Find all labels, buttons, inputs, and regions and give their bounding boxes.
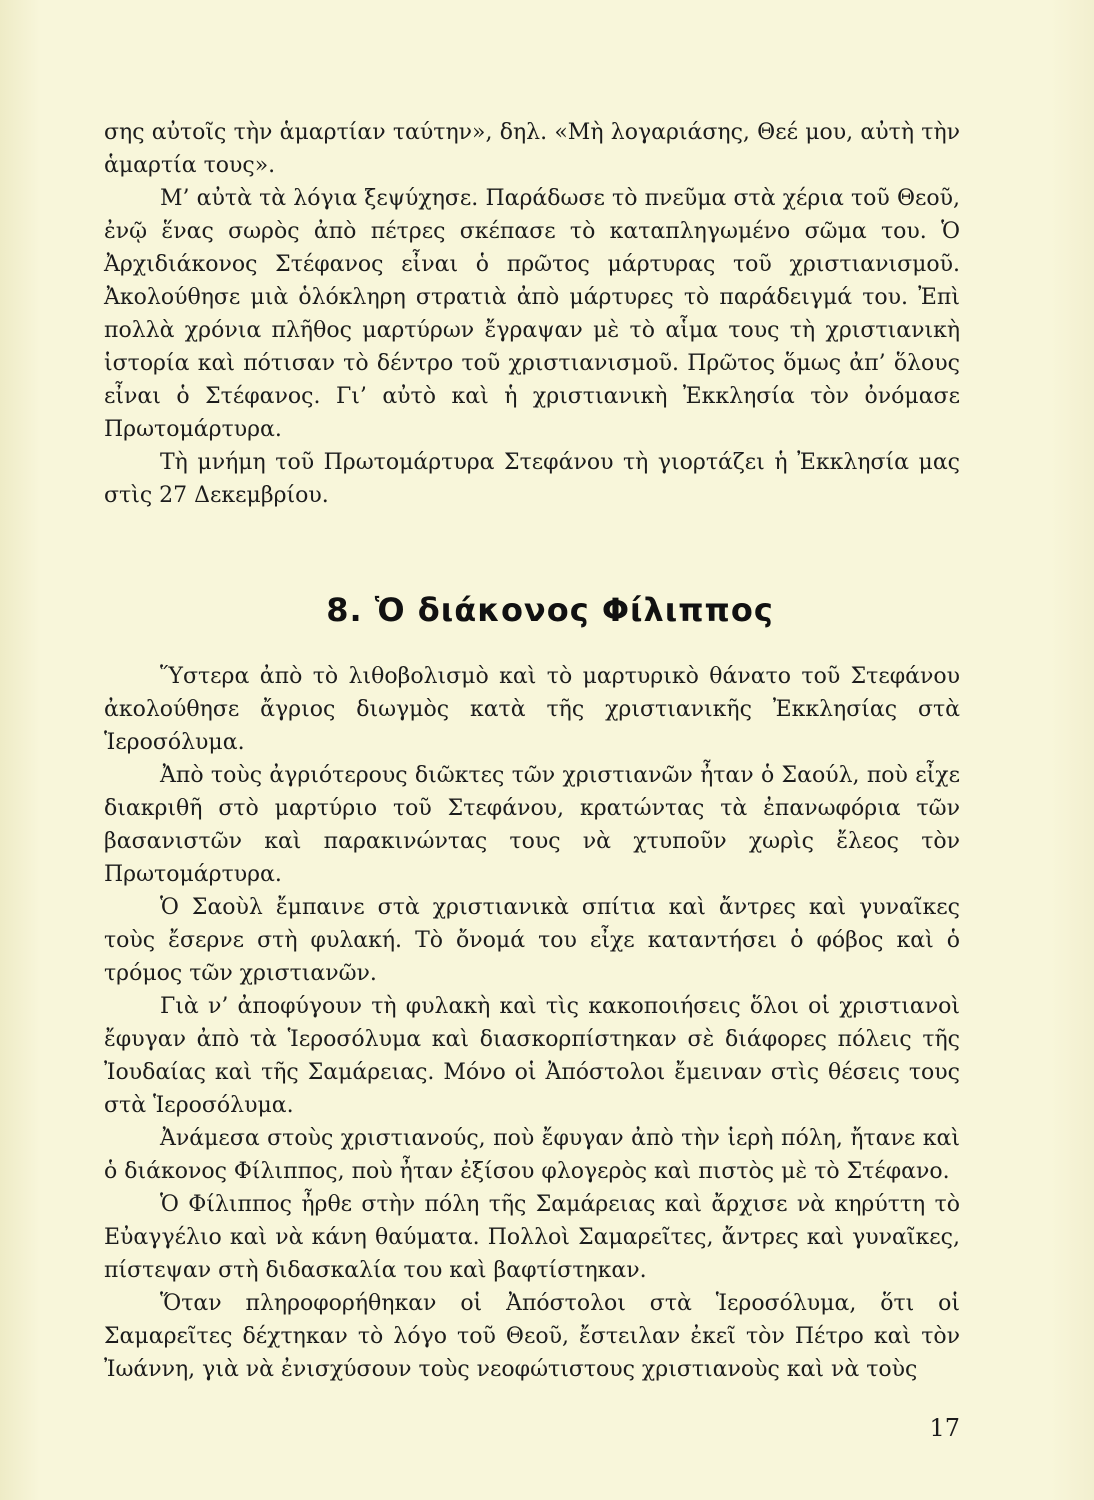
paragraph-apostles: Ὅταν πληροφορήθηκαν οἱ Ἀπόστολοι στὰ Ἱεροσόλυμα, ὅτι οἱ Σαμαρεῖτες δέχτηκαν τὸ λόγο τοῦ Θεοῦ, ἔστειλαν ἐκεῖ τὸν Πέτρο καὶ τὸν Ἰωάννη, γιὰ νὰ ἐνισχύσουν τοὺς νεοφώτιστους χριστιανοὺς καὶ νὰ τοὺς (104, 1291, 960, 1382)
paragraph-persecution: Ὕστερα ἀπὸ τὸ λιθοβολισμὸ καὶ τὸ μαρτυρικὸ θάνατο τοῦ Στεφάνου ἀκολούθησε ἄγριος διωγμὸς κατὰ τῆς χριστιανικῆς Ἐκκλησίας στὰ Ἱεροσόλυμα. (104, 664, 960, 755)
paragraph-saul-prison: Ὁ Σαοὺλ ἔμπαινε στὰ χριστιανικὰ σπίτια καὶ ἄντρες καὶ γυναῖκες τοὺς ἔσερνε στὴ φυλακή. Τὸ ὄνομά του εἶχε καταντήσει ὁ φόβος καὶ ὁ τρόμος τῶν χριστιανῶν. (104, 895, 960, 986)
paragraph-saul: Ἀπὸ τοὺς ἀγριότερους διῶκτες τῶν χριστιανῶν ἦταν ὁ Σαούλ, ποὺ εἶχε διακριθῆ στὸ μαρτύριο τοῦ Στεφάνου, κρατώντας τὰ ἐπανωφόρια τῶν βασανιστῶν καὶ παρακινώντας τους νὰ χτυποῦν χωρὶς ἔλεος τὸν Πρωτομάρτυρα. (104, 763, 960, 887)
paragraph-dispersion: Γιὰ ν’ ἀποφύγουν τὴ φυλακὴ καὶ τὶς κακοποιήσεις ὅλοι οἱ χριστιανοὶ ἔφυγαν ἀπὸ τὰ Ἱεροσόλυμα καὶ διασκορπίστηκαν σὲ διάφορες πόλεις τῆς Ἰουδαίας καὶ τῆς Σαμάρειας. Μόνο οἱ Ἀπόστολοι ἔμειναν στὶς θέσεις τους στὰ Ἱεροσόλυμα. (104, 994, 960, 1118)
paragraph-philip-intro: Ἀνάμεσα στοὺς χριστιανούς, ποὺ ἔφυγαν ἀπὸ τὴν ἱερὴ πόλη, ἤτανε καὶ ὁ διάκονος Φίλιππος, ποὺ ἦταν ἐξίσου φλογερὸς καὶ πιστὸς μὲ τὸ Στέφανο. (104, 1126, 960, 1184)
page-number: 17 (929, 1414, 960, 1442)
section-heading: 8. Ὁ διάκονος Φίλιππος (326, 591, 774, 629)
paragraph-continuation: σης αὐτοῖς τὴν ἁμαρτίαν ταύτην», δηλ. «Μὴ λογαριάσης, Θεέ μου, αὐτὴ τὴν ἁμαρτία τους». (104, 120, 960, 178)
bottom-text-block (104, 660, 960, 1386)
paragraph-feast-day: Τὴ μνήμη τοῦ Πρωτομάρτυρα Στεφάνου τὴ γιορτάζει ἡ Ἐκκλησία μας στὶς 27 Δεκεμβρίου. (104, 450, 960, 508)
top-text-block (104, 116, 960, 512)
paragraph-martyrdom: Μ’ αὐτὰ τὰ λόγια ξεψύχησε. Παράδωσε τὸ πνεῦμα στὰ χέρια τοῦ Θεοῦ, ἐνῷ ἕνας σωρὸς ἀπὸ πέτρες σκέπασε τὸ καταπληγωμένο σῶμα του. Ὁ Ἀρχιδιάκονος Στέφανος εἶναι ὁ πρῶτος μάρτυρας τοῦ χριστιανισμοῦ. Ἀκολούθησε μιὰ ὁλόκληρη στρατιὰ ἀπὸ μάρτυρες τὸ παράδειγμά του. Ἐπὶ πολλὰ χρόνια πλῆθος μαρτύρων ἔγραψαν μὲ τὸ αἷμα τους τὴ χριστιανικὴ ἱστορία καὶ πότισαν τὸ δέντρο τοῦ χριστιανισμοῦ. Πρῶτος ὅμως ἀπ’ ὅλους εἶναι ὁ Στέφανος. Γι’ αὐτὸ καὶ ἡ χριστιανικὴ Ἐκκλησία τὸν ὀνόμασε Πρωτομάρτυρα. (104, 186, 960, 442)
paragraph-philip-samaria: Ὁ Φίλιππος ἦρθε στὴν πόλη τῆς Σαμάρειας καὶ ἄρχισε νὰ κηρύττη τὸ Εὐαγγέλιο καὶ νὰ κάνη θαύματα. Πολλοὶ Σαμαρεῖτες, ἄντρες καὶ γυναῖκες, πίστεψαν στὴ διδασκαλία του καὶ βαφτίστηκαν. (104, 1192, 960, 1283)
